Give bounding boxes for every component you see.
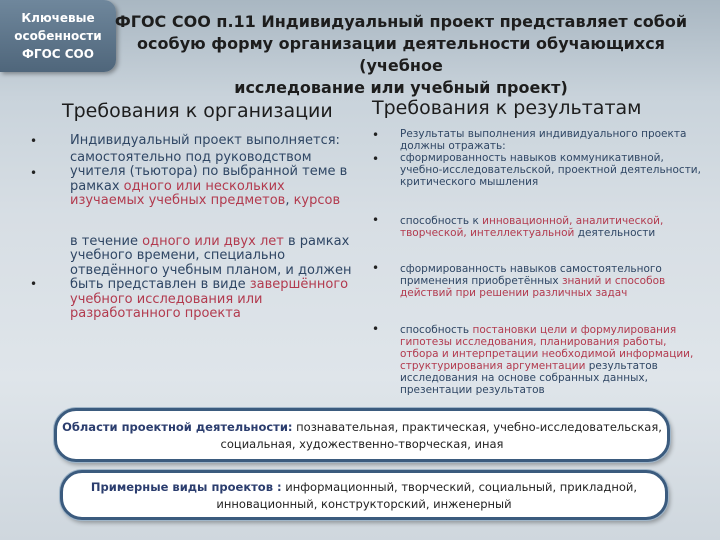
organization-requirements-list (70, 134, 355, 322)
org-item-3 (70, 235, 355, 322)
tab-line-2: особенности (14, 29, 102, 43)
org-item-1 (70, 134, 355, 149)
bullet-dot: • (30, 277, 38, 291)
org-item-2 (70, 151, 355, 209)
tab-line-3: ФГОС СОО (22, 47, 94, 61)
org-item-2-accent-2: курсов (293, 193, 341, 208)
bullet-dot: • (372, 322, 380, 336)
results-item-3-text-2: деятельности (574, 227, 656, 239)
org-item-3-text: в течение (70, 233, 143, 249)
bullet-dot: • (30, 134, 38, 148)
results-item-3-text: способность к (400, 215, 483, 227)
org-item-3-text-2: в рамках учебного времени, специально отведённого учебным планом, и должен быть представлен в виде (70, 233, 352, 292)
title-line-1: ФГОС СОО п.11 Индивидуальный проект представляет собой (114, 12, 688, 31)
bullet-dot: • (372, 213, 380, 227)
project-types-label: Примерные виды проектов : (90, 480, 282, 494)
key-features-tab (0, 0, 116, 72)
project-areas-label: Области проектной деятельности: (62, 420, 293, 434)
org-item-3-accent: одного или двух лет (142, 233, 284, 249)
bullet-dot: • (372, 128, 380, 142)
results-requirements-heading: Требования к результатам (372, 97, 642, 119)
project-types-text: информационный, творческий, социальный, прикладной, инновационный, конструкторский, инженерный (216, 480, 638, 511)
project-types-box (60, 470, 668, 520)
results-item-5-text: способность (400, 324, 473, 336)
results-item-4 (400, 263, 705, 299)
org-item-3-accent-2: завершённого учебного исследования или разработанного проекта (70, 277, 349, 321)
slide-title (108, 11, 694, 99)
org-item-2-text: самостоятельно под руководством учителя (тьютора) по выбранной теме в рамках (70, 149, 348, 194)
org-item-2-accent: одного или нескольких изучаемых учебных предметов (70, 178, 286, 208)
results-item-5-text-2: результатов исследования на основе собранных данных, презентации результатов (400, 360, 658, 396)
title-line-2: особую форму организации деятельности обучающихся (учебное (137, 34, 665, 75)
results-item-1 (400, 128, 705, 152)
org-item-1-text: Индивидуальный проект выполняется: (70, 133, 340, 148)
org-item-2-sep: , (285, 193, 294, 208)
results-item-3 (400, 215, 705, 239)
results-item-5-accent: постановки цели и формулирования гипотезы исследования, планирования работы, отбора и интерпретации необходимой информации, структурирования аргументации (400, 324, 694, 372)
organization-requirements-heading: Требования к организации (62, 100, 333, 122)
project-areas-text: познавательная, практическая, учебно-исследовательская, социальная, художественно-творческая, иная (220, 420, 662, 451)
results-item-3-accent: инновационной, аналитической, творческой, интеллектуальной (400, 215, 664, 239)
project-areas-box (54, 408, 670, 462)
results-item-1-text: Результаты выполнения индивидуального проекта должны отражать: (400, 128, 687, 152)
results-item-5 (400, 324, 705, 396)
results-item-2-text: сформированность навыков коммуникативной, учебно-исследовательской, проектной деятельности, критического мышления (400, 152, 701, 188)
results-item-4-text: сформированность навыков самостоятельного применения приобретённых (400, 263, 662, 287)
bullet-dot: • (372, 152, 380, 166)
title-line-3: исследование или учебный проект) (234, 78, 568, 97)
results-item-2 (400, 152, 705, 188)
tab-line-1: Ключевые (21, 11, 95, 25)
bullet-dot: • (30, 166, 38, 180)
bullet-dot: • (372, 261, 380, 275)
results-item-4-accent: знаний и способов действий при решении различных задач (400, 275, 666, 299)
